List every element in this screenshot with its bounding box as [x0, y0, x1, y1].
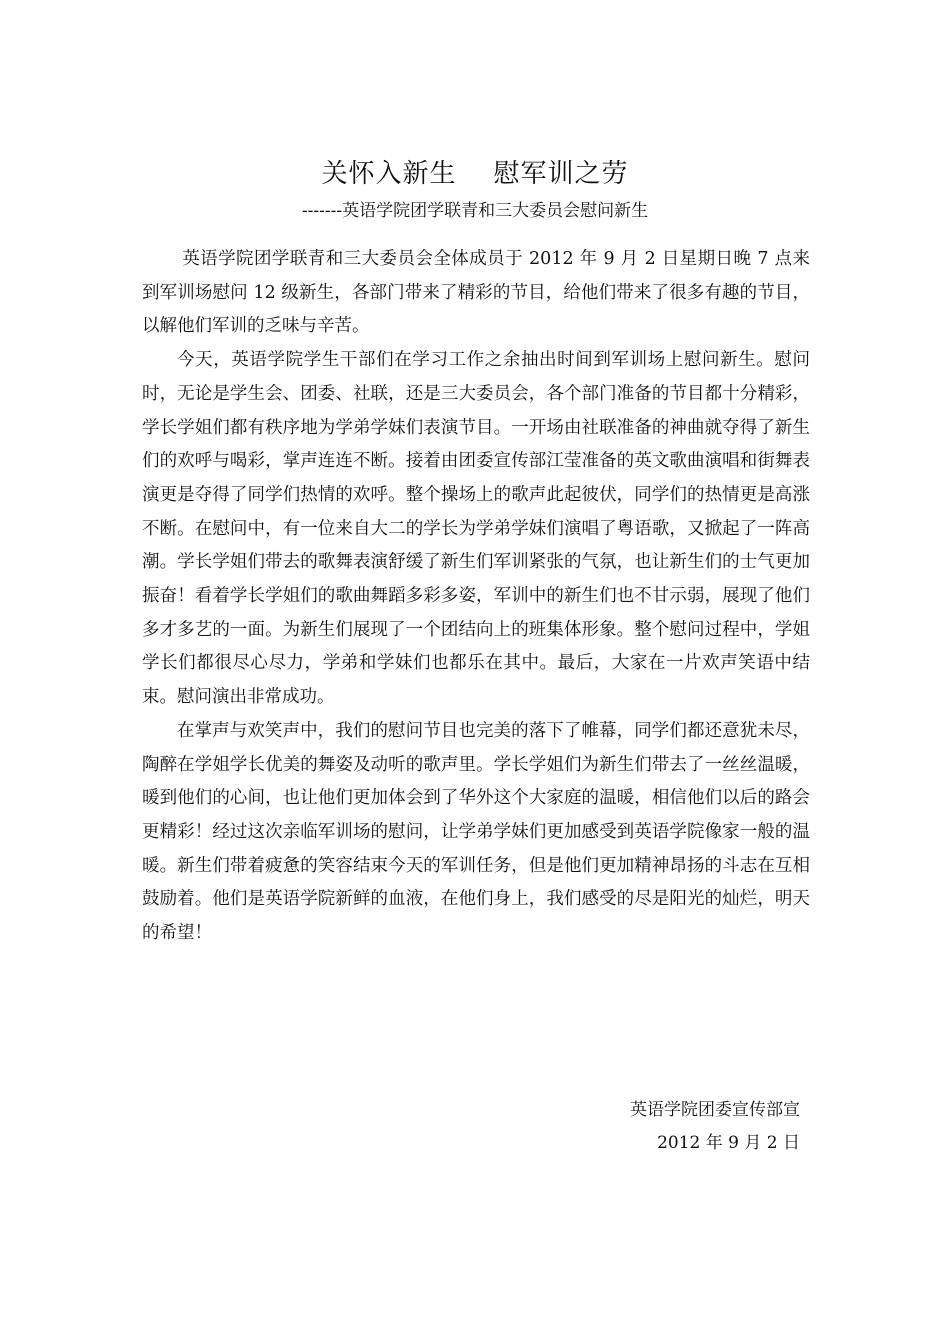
body-paragraph-1: 英语学院团学联青和三大委员会全体成员于 2012 年 9 月 2 日星期日晚 7 点来到军训场慰问 12 级新生，各部门带来了精彩的节目，给他们带来了很多有趣的节目，以解他们军训的乏味与辛苦。	[142, 249, 810, 337]
signature-organization: 英语学院团委宣传部宣	[630, 1100, 800, 1120]
document-subtitle: -------英语学院团学联青和三大委员会慰问新生	[301, 201, 649, 221]
body-paragraph-2: 今天，英语学院学生干部们在学习工作之余抽出时间到军训场上慰问新生。慰问时，无论是学生会、团委、社联，还是三大委员会，各个部门准备的节目都十分精彩，学长学姐们都有秩序地为学弟学妹们表演节目。一开场由社联准备的神曲就夺得了新生们的欢呼与喝彩，掌声连连不断。接着由团委宣传部江莹准备的英文歌曲演唱和街舞表演更是夺得了同学们热情的欢呼。整个操场上的歌声此起彼伏，同学们的热情更是高涨不断。在慰问中，有一位来自大二的学长为学弟学妹们演唱了粤语歌，又掀起了一阵高潮。学长学姐们带去的歌舞表演舒缓了新生们军训紧张的气氛，也让新生们的士气更加振奋！看着学长学姐们的歌曲舞蹈多彩多姿，军训中的新生们也不甘示弱，展现了他们多才多艺的一面。为新生们展现了一个团结向上的班集体形象。整个慰问过程中，学姐学长们都很尽心尽力，学弟和学妹们也都乐在其中。最后，大家在一片欢声笑语中结束。慰问演出非常成功。	[142, 350, 810, 708]
signature-date: 2012 年 9 月 2 日	[657, 1133, 800, 1153]
body-paragraph-3: 在掌声与欢笑声中，我们的慰问节目也完美的落下了帷幕，同学们都还意犹未尽，陶醉在学姐学长优美的舞姿及动听的歌声里。学长学姐们为新生们带去了一丝丝温暖，暖到他们的心间，也让他们更加体会到了华外这个大家庭的温暖，相信他们以后的路会更精彩！经过这次亲临军训场的慰问，让学弟学妹们更加感受到英语学院像家一般的温暖。新生们带着疲惫的笑容结束今天的军训任务，但是他们更加精神昂扬的斗志在互相鼓励着。他们是英语学院新鲜的血液，在他们身上，我们感受的尽是阳光的灿烂，明天的希望！	[142, 720, 810, 944]
document-title: 关怀入新生 慰军训之劳	[321, 159, 629, 189]
document-body	[142, 243, 810, 951]
signature-block	[630, 1094, 800, 1160]
